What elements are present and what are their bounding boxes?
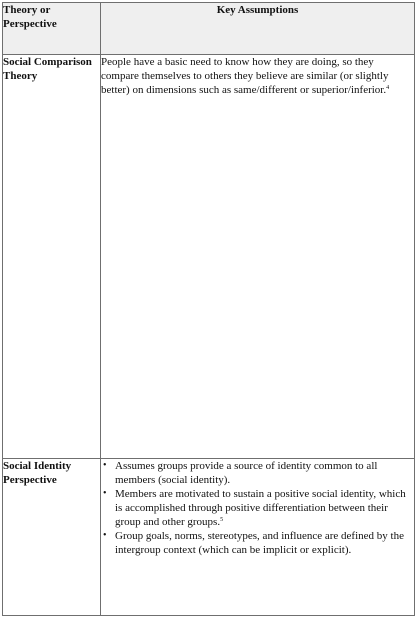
footnote-marker: 4 xyxy=(386,85,390,91)
bullet-text: Members are motivated to sustain a positive social identity, which is accomplished through positive differentiation between their group and other groups. xyxy=(115,488,406,528)
theory-name: Social Comparison Theory xyxy=(3,56,92,82)
bullet-icon: • xyxy=(103,460,107,471)
key-assumptions-table xyxy=(2,2,415,616)
assumption-bullet-list xyxy=(101,459,414,557)
bullet-text: Group goals, norms, stereotypes, and influence are defined by the intergroup context (which can be implicit or explicit). xyxy=(115,530,404,556)
header-row xyxy=(3,3,415,55)
table-row-social-comparison-theory xyxy=(3,55,415,459)
list-item xyxy=(103,487,414,529)
table-header xyxy=(3,3,415,55)
bullet-text: Assumes groups provide a source of identity common to all members (social identity). xyxy=(115,460,378,486)
list-item xyxy=(103,529,414,557)
bullet-icon: • xyxy=(103,488,107,499)
list-item xyxy=(103,459,414,487)
assumption-cell xyxy=(101,55,415,459)
footnote-marker: 5 xyxy=(220,517,224,523)
header-key-assumptions: Key Assumptions xyxy=(101,3,415,55)
header-theory-or-perspective: Theory or Perspective xyxy=(3,3,101,55)
theory-name-cell xyxy=(3,55,101,459)
bullet-icon: • xyxy=(103,530,107,541)
table-row-social-identity-perspective xyxy=(3,459,415,616)
table-body xyxy=(3,55,415,616)
theory-name: Social Identity Perspective xyxy=(3,460,72,486)
assumption-text: People have a basic need to know how they are doing, so they compare themselves to others they believe are similar (or slightly better) on dimensions such as same/different or superior/inferior. xyxy=(101,56,389,96)
theory-name-cell xyxy=(3,459,101,616)
assumption-cell xyxy=(101,459,415,616)
